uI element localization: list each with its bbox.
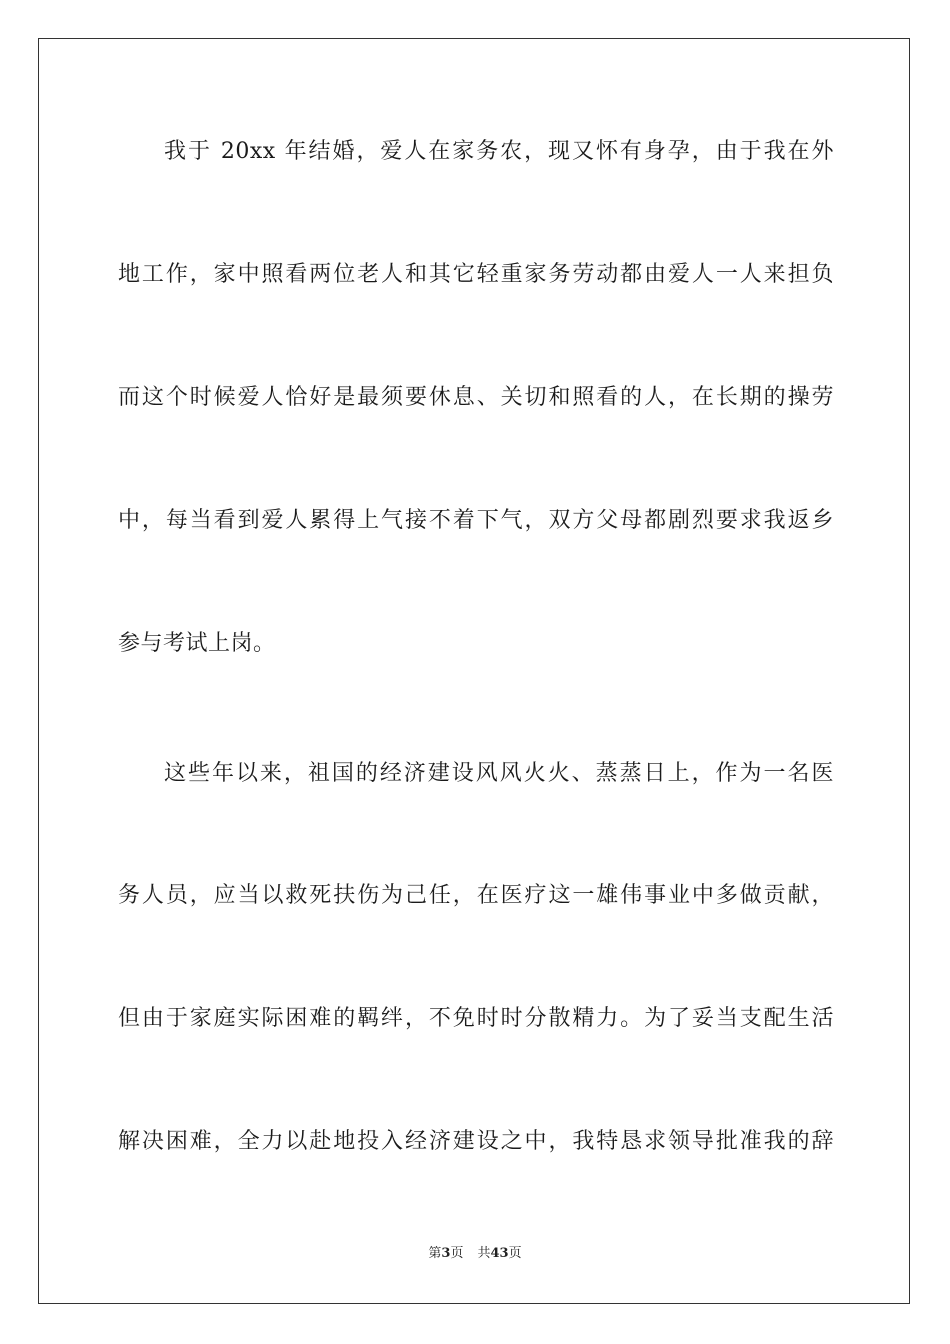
footer-total-number: 43 (490, 1246, 509, 1261)
paragraph-1-line-2: 地工作，家中照看两位老人和其它轻重家务劳动都由爱人一人来担负 (118, 262, 834, 287)
paragraph-1-line-4: 中，每当看到爱人累得上气接不着下气，双方父母都剧烈要求我返乡 (118, 508, 834, 533)
footer-total-suffix: 页 (508, 1246, 522, 1261)
paragraph-2-line-3: 但由于家庭实际困难的羁绊，不免时时分散精力。为了妥当支配生活 (118, 1006, 834, 1031)
footer-page-suffix: 页 (450, 1246, 464, 1261)
footer-page-prefix: 第 (428, 1246, 442, 1261)
page-footer (0, 1245, 950, 1263)
page-border (38, 38, 910, 1304)
paragraph-2-line-4: 解决困难，全力以赴地投入经济建设之中，我特恳求领导批准我的辞 (118, 1129, 834, 1154)
paragraph-1-line-1: 我于 20xx 年结婚，爱人在家务农，现又怀有身孕，由于我在外 (164, 139, 834, 164)
footer-total-prefix: 共 (477, 1246, 491, 1261)
paragraph-1-line-5: 参与考试上岗。 (118, 631, 276, 656)
paragraph-1-line-3: 而这个时候爱人恰好是最须要休息、关切和照看的人，在长期的操劳 (118, 385, 834, 410)
footer-page-number: 3 (441, 1246, 451, 1261)
paragraph-2-line-2: 务人员，应当以救死扶伤为己任，在医疗这一雄伟事业中多做贡献， (118, 883, 834, 908)
paragraph-2-line-1: 这些年以来，祖国的经济建设风风火火、蒸蒸日上，作为一名医 (164, 761, 834, 786)
